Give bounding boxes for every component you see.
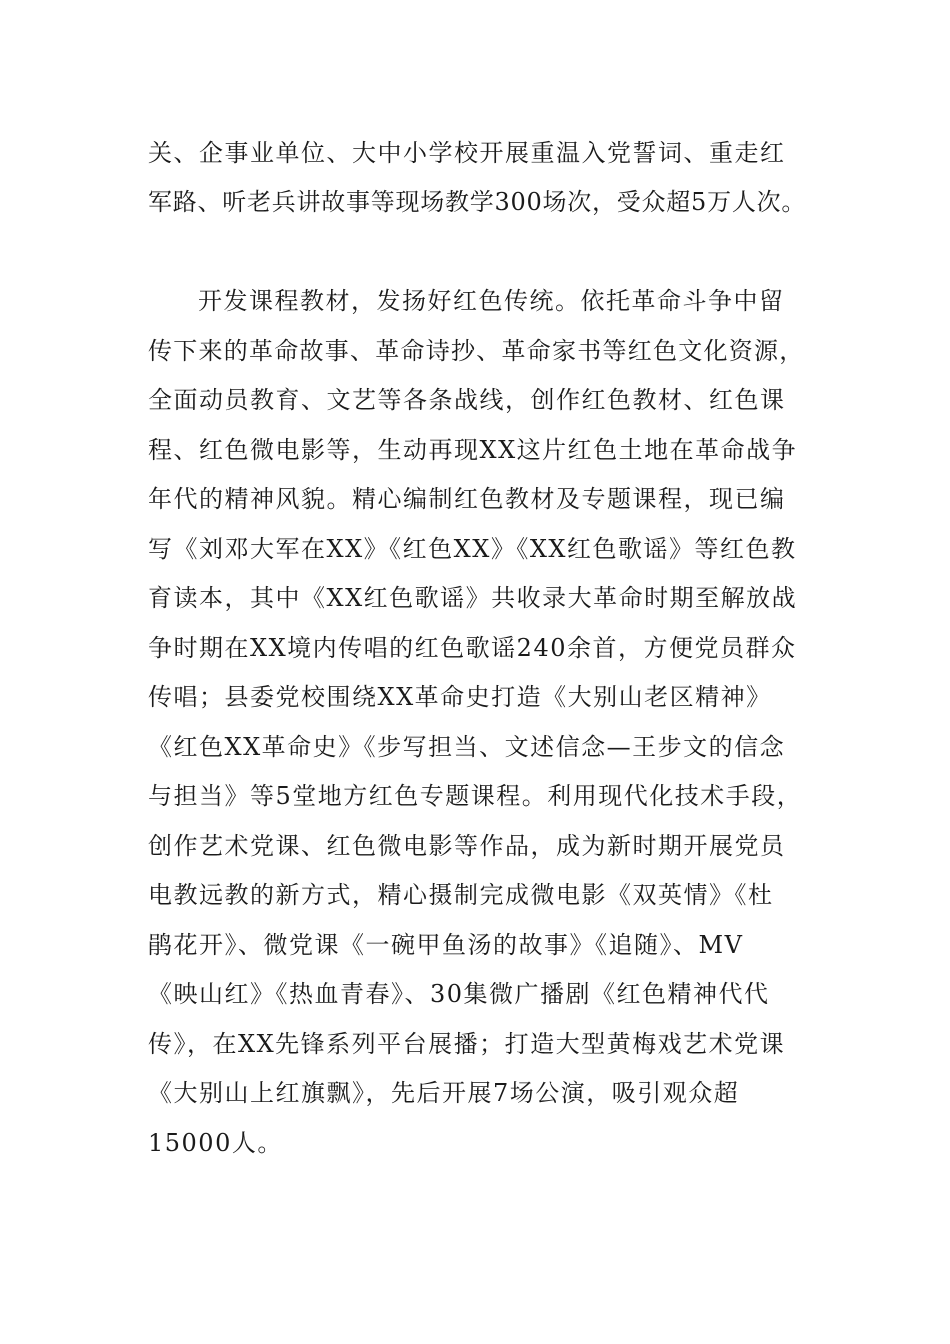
text-line: 开发课程教材，发扬好红色传统。依托革命斗争中留 <box>198 287 785 315</box>
text-line: 程、红色微电影等，生动再现XX这片红色土地在革命战争 <box>148 436 798 464</box>
text-line: 鹃花开》、微党课《一碗甲鱼汤的故事》《追随》、MV <box>148 931 744 959</box>
text-line: 军路、听老兵讲故事等现场教学300场次，受众超5万人次。 <box>148 188 807 216</box>
text-line: 《映山红》《热血青春》、30集微广播剧《红色精神代代 <box>148 980 770 1008</box>
text-line: 《红色XX革命史》《步写担当、文述信念—王步文的信念 <box>148 733 786 761</box>
text-line: 15000人。 <box>148 1129 283 1157</box>
text-line: 传唱；县委党校围绕XX革命史打造《大别山老区精神》 <box>148 683 772 711</box>
text-line: 争时期在XX境内传唱的红色歌谣240余首，方便党员群众 <box>148 634 797 662</box>
text-line: 年代的精神风貌。精心编制红色教材及专题课程，现已编 <box>148 485 786 513</box>
text-line: 传下来的革命故事、革命诗抄、革命家书等红色文化资源， <box>148 337 805 365</box>
text-line: 《大别山上红旗飘》，先后开展7场公演，吸引观众超 <box>148 1079 740 1107</box>
text-line: 电教远教的新方式，精心摄制完成微电影《双英情》《杜 <box>148 881 774 909</box>
text-line: 传》，在XX先锋系列平台展播；打造大型黄梅戏艺术党课 <box>148 1030 786 1058</box>
text-line: 全面动员教育、文艺等各条战线，创作红色教材、红色课 <box>148 386 786 414</box>
text-line: 关、企事业单位、大中小学校开展重温入党誓词、重走红 <box>148 139 786 167</box>
text-line: 育读本，其中《XX红色歌谣》共收录大革命时期至解放战 <box>148 584 798 612</box>
text-line: 与担当》等5堂地方红色专题课程。利用现代化技术手段， <box>148 782 803 810</box>
text-line: 创作艺术党课、红色微电影等作品，成为新时期开展党员 <box>148 832 786 860</box>
text-line: 写《刘邓大军在XX》《红色XX》《XX红色歌谣》等红色教 <box>148 535 797 563</box>
